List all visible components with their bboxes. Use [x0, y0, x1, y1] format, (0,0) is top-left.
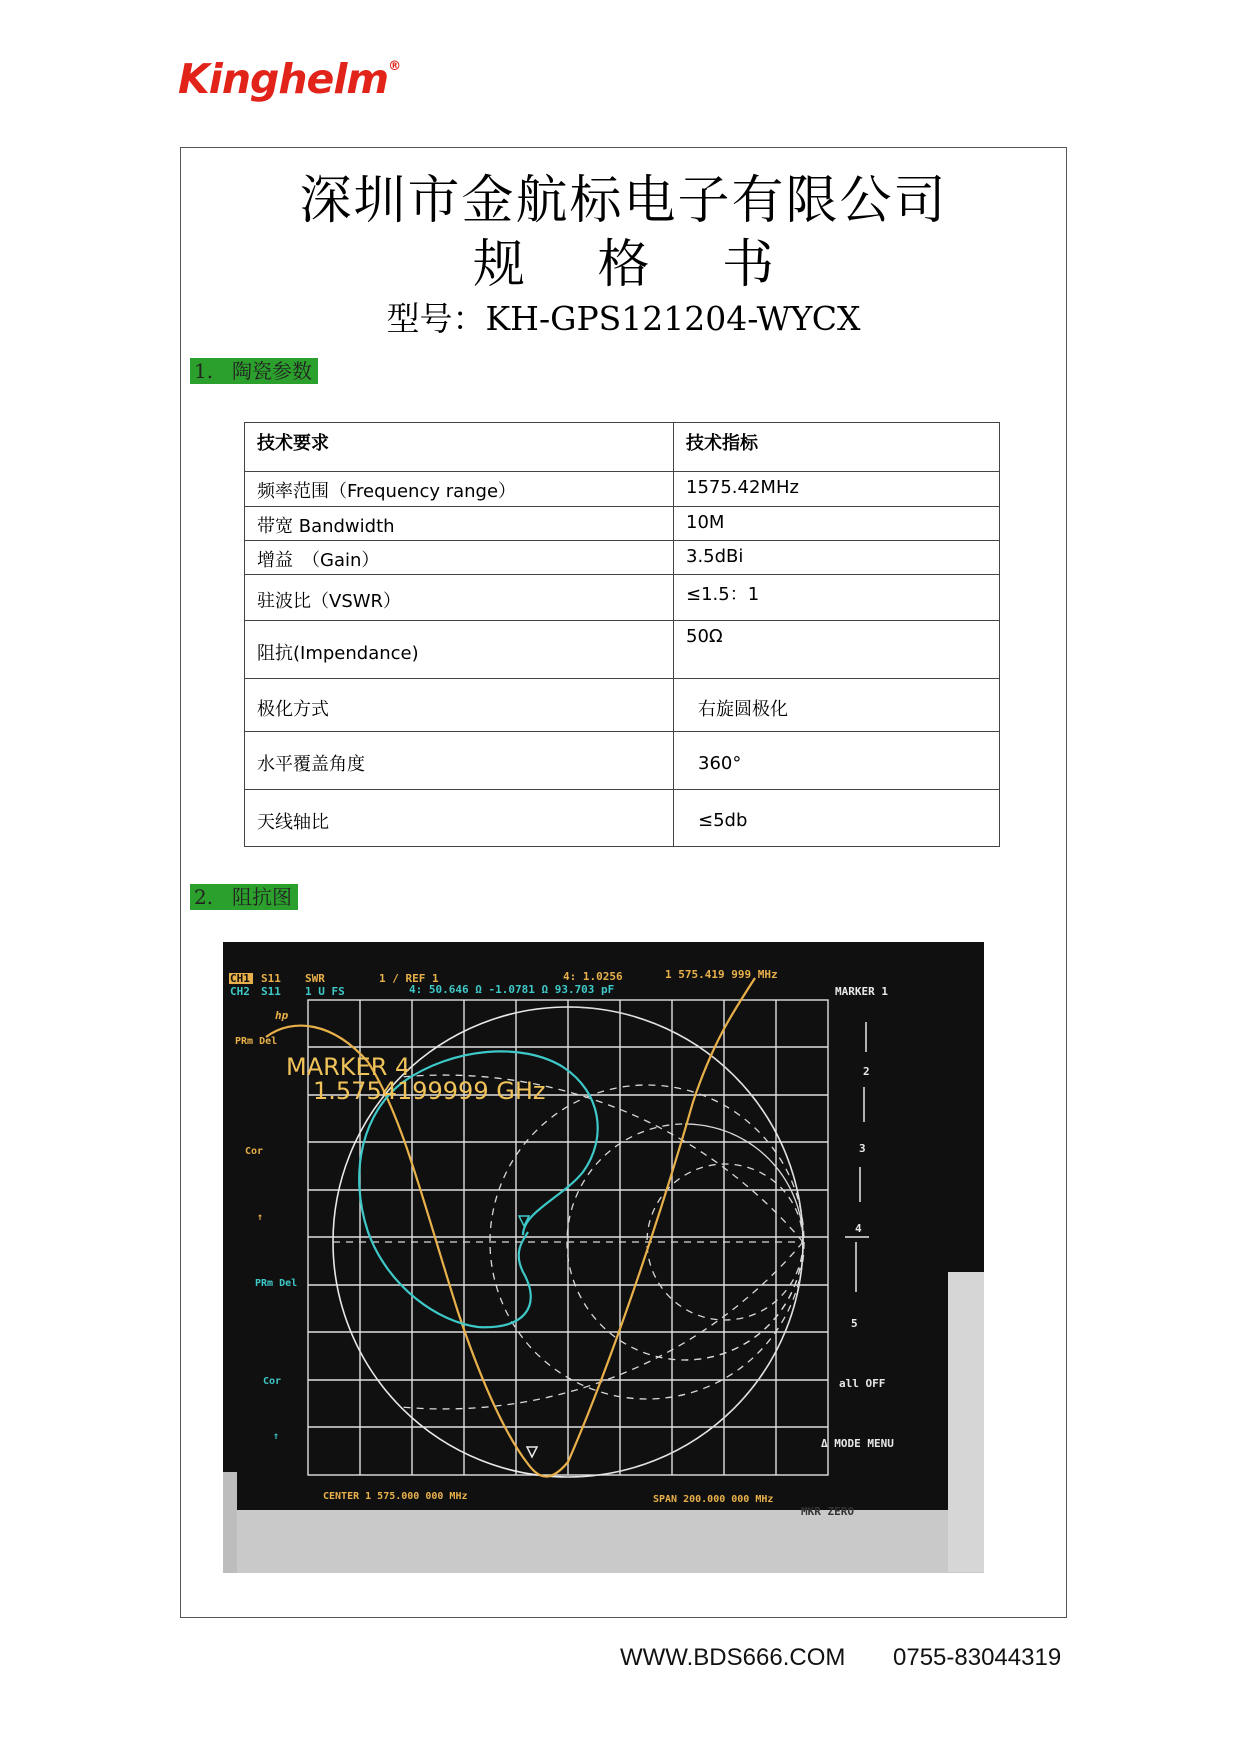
marker-frequency-readout: 1 575.419 999 MHz [665, 968, 778, 981]
table-row [245, 621, 1000, 679]
param-cell: 增益 （Gain） [245, 541, 674, 575]
value-cell: 右旋圆极化 [674, 679, 1000, 732]
softkey-4[interactable]: 4 [855, 1222, 862, 1235]
param-cell: 频率范围（Frequency range） [245, 472, 674, 507]
param-cell: 极化方式 [245, 679, 674, 732]
center-frequency: CENTER 1 575.000 000 MHz [323, 1491, 468, 1502]
param-cell: 水平覆盖角度 [245, 732, 674, 790]
left-label: PRm Del [255, 1278, 298, 1289]
ch1-label: CH1 [230, 972, 250, 985]
table-row [245, 679, 1000, 732]
softkey-all-off[interactable]: all OFF [839, 1377, 886, 1390]
left-label: PRm Del [235, 1036, 278, 1047]
footer-website: WWW.BDS666.COM [620, 1644, 846, 1671]
ch1-scale: 1 / REF 1 [379, 972, 439, 985]
value-cell: 3.5dBi [674, 541, 1000, 575]
param-cell: 驻波比（VSWR） [245, 575, 674, 621]
section-heading-ceramic: 1. 陶瓷参数 [190, 358, 318, 384]
section-heading-impedance: 2. 阻抗图 [190, 884, 298, 910]
ch2-label: CH2 [230, 985, 250, 998]
ch2-format: 1 U FS [305, 985, 345, 998]
table-row [245, 472, 1000, 507]
softkey-title[interactable]: MARKER 1 [835, 985, 888, 998]
table-row [245, 541, 1000, 575]
marker-readout-impedance: 4: 50.646 Ω -1.0781 Ω 93.703 pF [409, 983, 615, 996]
left-label: Cor [263, 1376, 282, 1387]
ch2-param: S11 [261, 985, 281, 998]
softkey-3[interactable]: 3 [859, 1142, 866, 1155]
table-header: 技术要求 [245, 423, 674, 472]
param-cell: 阻抗(Impendance) [245, 621, 674, 679]
ch1-param: S11 [261, 972, 281, 985]
analyzer-bezel [223, 1510, 984, 1573]
marker-value: 1.5754199999 GHz [313, 1077, 546, 1105]
param-cell: 带宽 Bandwidth [245, 507, 674, 541]
left-label: ↑ [257, 1212, 264, 1223]
impedance-analyzer-photo [223, 942, 984, 1573]
table-header: 技术指标 [674, 423, 1000, 472]
hp-logo: hp [275, 1009, 289, 1022]
document-type-title: 规 格 书 [472, 235, 803, 295]
table-header-row [245, 423, 1000, 472]
param-cell: 天线轴比 [245, 790, 674, 847]
softkey-2[interactable]: 2 [863, 1065, 870, 1078]
table-row [245, 575, 1000, 621]
table-row [245, 732, 1000, 790]
spec-table [244, 422, 1000, 847]
value-cell: 1575.42MHz [674, 472, 1000, 507]
model-number: 型号：KH-GPS121204-WYCX [386, 299, 861, 338]
value-cell: 50Ω [674, 621, 1000, 679]
ch1-format: SWR [305, 972, 325, 985]
marker-label: MARKER 4 [286, 1053, 411, 1081]
left-label: ↑ [273, 1431, 280, 1442]
softkey-5[interactable]: 5 [851, 1317, 858, 1330]
table-row [245, 507, 1000, 541]
softkey-delta-mode[interactable]: Δ MODE MENU [821, 1437, 894, 1450]
softkey-mkr-zero[interactable]: MKR ZERO [801, 1505, 854, 1518]
value-cell: ≤1.5：1 [674, 575, 1000, 621]
marker-readout-swr: 4: 1.0256 [563, 970, 623, 983]
span-frequency: SPAN 200.000 000 MHz [653, 1494, 774, 1505]
company-title: 深圳市金航标电子有限公司 [299, 171, 948, 231]
value-cell: 360° [674, 732, 1000, 790]
kinghelm-logo: Kinghelm® [178, 55, 401, 103]
value-cell: 10M [674, 507, 1000, 541]
table-row [245, 790, 1000, 847]
left-label: Cor [245, 1146, 264, 1157]
value-cell: ≤5db [674, 790, 1000, 847]
footer-phone: 0755-83044319 [893, 1644, 1062, 1671]
